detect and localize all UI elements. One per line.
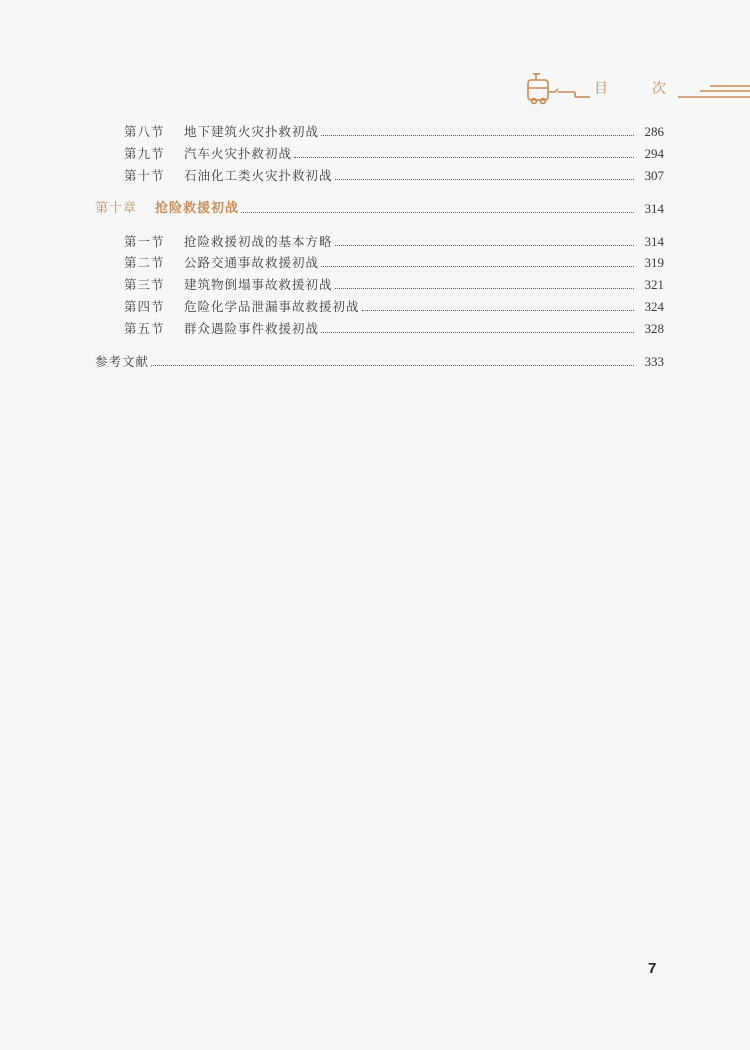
page-ref: 314: [644, 201, 664, 216]
section-number: 第二节: [124, 255, 165, 270]
references-title: 参考文献: [95, 354, 150, 369]
toc-entry[interactable]: [124, 120, 664, 140]
page-ref: 333: [644, 354, 664, 369]
section-number: 第四节: [124, 299, 165, 314]
page-ref: 319: [644, 255, 664, 270]
dot-leader: [335, 244, 634, 246]
fire-truck-icon: [0, 0, 750, 110]
page-header: [0, 0, 750, 110]
toc-entry[interactable]: [124, 230, 664, 250]
page-ref: 321: [644, 277, 664, 292]
section-title: 公路交通事故救援初战: [184, 255, 320, 270]
section-number: 第五节: [124, 321, 165, 336]
toc-entry[interactable]: [124, 273, 664, 293]
page-ref: 286: [644, 124, 664, 139]
section-number: 第一节: [124, 234, 165, 249]
dot-leader: [321, 331, 634, 333]
section-title: 抢险救援初战的基本方略: [184, 234, 333, 249]
chapter-title: 抢险救援初战: [155, 201, 240, 216]
dot-leader: [321, 134, 634, 136]
page-ref: 294: [644, 146, 664, 161]
toc-entry[interactable]: [124, 142, 664, 162]
page-ref: 314: [644, 234, 664, 249]
dot-leader: [241, 211, 634, 213]
section-title: 石油化工类火灾扑救初战: [184, 168, 333, 183]
page-ref: 307: [644, 168, 664, 183]
toc-entry[interactable]: [124, 295, 664, 315]
page-ref: 324: [644, 299, 664, 314]
section-title: 建筑物倒塌事故救援初战: [184, 277, 333, 292]
toc-chapter-entry[interactable]: [95, 197, 664, 217]
header-title-mu: 目: [594, 81, 608, 97]
section-number: 第十节: [124, 168, 165, 183]
section-number: 第八节: [124, 124, 165, 139]
page-number: 7: [648, 960, 657, 977]
dot-leader: [294, 156, 634, 158]
section-number: 第九节: [124, 146, 165, 161]
dot-leader: [335, 178, 634, 180]
toc-entry[interactable]: [124, 317, 664, 337]
toc-entry[interactable]: [124, 251, 664, 271]
dot-leader: [362, 309, 634, 311]
dot-leader: [335, 287, 634, 289]
section-title: 危险化学品泄漏事故救援初战: [184, 299, 360, 314]
dot-leader: [321, 265, 634, 267]
page-ref: 328: [644, 321, 664, 336]
chapter-number: 第十章: [95, 201, 138, 216]
toc-entry[interactable]: [124, 164, 664, 184]
section-title: 地下建筑火灾扑救初战: [184, 124, 320, 139]
section-title: 群众遇险事件救援初战: [184, 321, 320, 336]
dot-leader: [151, 364, 634, 366]
toc-references-entry[interactable]: [95, 350, 664, 370]
section-title: 汽车火灾扑救初战: [184, 146, 293, 161]
header-title-ci: 次: [652, 81, 666, 97]
section-number: 第三节: [124, 277, 165, 292]
